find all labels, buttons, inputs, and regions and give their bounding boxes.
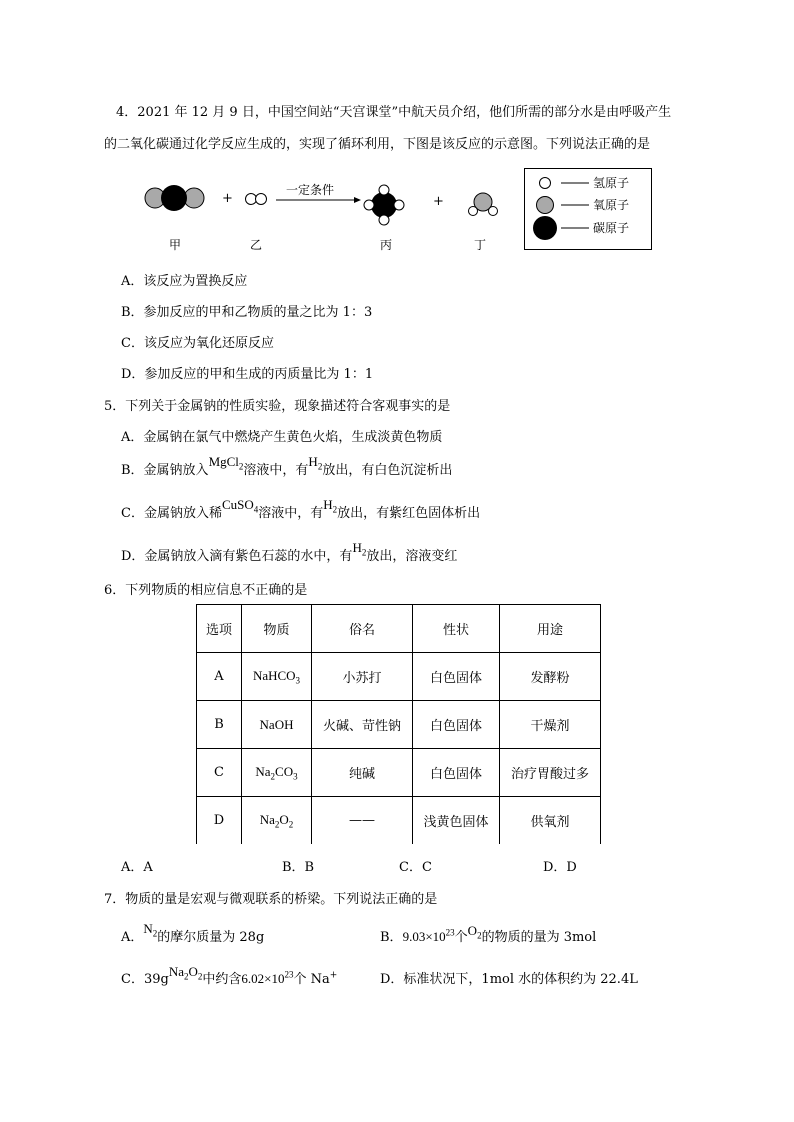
table-row <box>197 749 601 797</box>
cell-appearance: 白色固体 <box>413 749 500 797</box>
cell-usage: 治疗胃酸过多 <box>500 749 601 797</box>
table-row <box>197 797 601 845</box>
table-row <box>197 653 601 701</box>
q7-stem: 7．物质的量是宏观与微观联系的桥梁。下列说法正确的是 <box>104 892 438 907</box>
q7-option-b: B．$9.03\times 10^{23}$个$O_2$的物质的量为 3mol <box>380 923 597 945</box>
q4-stem-line2: 的二氧化碳通过化学反应生成的，实现了循环利用，下图是该反应的示意图。下列说法正确的是 <box>104 137 651 152</box>
cell-substance: $Na_2O_2$ <box>242 797 312 845</box>
cell-substance: NaOH <box>242 701 312 749</box>
atom-legend <box>524 168 652 250</box>
table-header-row <box>197 605 601 653</box>
q6-answer-a: A．A <box>121 860 153 875</box>
cell-appearance: 浅黄色固体 <box>413 797 500 845</box>
plus-sign-1: + <box>222 191 233 206</box>
cell-usage: 供氧剂 <box>500 797 601 845</box>
q4-option-b: B．参加反应的甲和乙物质的量之比为 1：3 <box>121 305 373 320</box>
properties-table <box>196 604 601 844</box>
legend-hydrogen: 氢原子 <box>593 176 630 190</box>
q4-option-a: A．该反应为置换反应 <box>121 274 248 289</box>
molecule-yi <box>246 194 267 205</box>
cell-common-name: 火碱、苛性钠 <box>312 701 413 749</box>
hydrogen-atom-icon <box>540 178 551 189</box>
cell-common-name: —— <box>312 797 413 845</box>
cell-substance: $Na_2CO_3$ <box>242 749 312 797</box>
header-option: 选项 <box>197 605 242 653</box>
plus-sign-2: + <box>433 194 444 209</box>
carbon-atom-icon <box>533 216 557 240</box>
q4-stem-line1: 4．2021 年 12 月 9 日，中国空间站“天宫课堂”中航天员介绍，他们所需的部分水是由呼吸产生 <box>116 105 672 120</box>
cell-option: C <box>197 749 242 797</box>
header-usage: 用途 <box>500 605 601 653</box>
cell-option: B <box>197 701 242 749</box>
q7-option-c: C．$39gNa_2O_2$中约含$6.02\times 10^{23}$个 Na+ <box>121 964 338 987</box>
cell-appearance: 白色固体 <box>413 701 500 749</box>
label-bing: 丙 <box>380 238 393 252</box>
cell-usage: 干燥剂 <box>500 701 601 749</box>
q6-stem: 6．下列物质的相应信息不正确的是 <box>104 583 308 598</box>
table-row <box>197 701 601 749</box>
q6-answer-b: B．B <box>282 860 315 875</box>
q5-option-c: C．金属钠放入稀CuSO$_4$溶液中，有$H_2$放出，有紫红色固体析出 <box>121 497 481 521</box>
molecule-ding <box>469 193 498 216</box>
label-jia: 甲 <box>169 238 182 252</box>
q5-stem: 5．下列关于金属钠的性质实验，现象描述符合客观事实的是 <box>104 399 451 414</box>
q5-option-a: A．金属钠在氯气中燃烧产生黄色火焰，生成淡黄色物质 <box>121 430 443 445</box>
molecule-jia <box>145 185 204 211</box>
q5-option-d: D．金属钠放入滴有紫色石蕊的水中，有$H_2$放出，溶液变红 <box>121 540 458 564</box>
q4-option-d: D．参加反应的甲和生成的丙质量比为 1：1 <box>121 367 374 382</box>
q7-option-a: A．$N_2$的摩尔质量为 28g <box>121 921 265 945</box>
reaction-condition: 一定条件 <box>286 183 335 197</box>
legend-oxygen: 氧原子 <box>593 198 630 212</box>
cell-common-name: 小苏打 <box>312 653 413 701</box>
label-yi: 乙 <box>250 238 263 252</box>
cell-option: D <box>197 797 242 845</box>
cell-appearance: 白色固体 <box>413 653 500 701</box>
cell-option: A <box>197 653 242 701</box>
header-appearance: 性状 <box>413 605 500 653</box>
q6-answer-d: D．D <box>543 860 577 875</box>
header-substance: 物质 <box>242 605 312 653</box>
q5-option-b: B．金属钠放入MgCl$_2$溶液中，有$H_2$放出，有白色沉淀析出 <box>121 454 453 478</box>
molecule-bing <box>364 185 404 225</box>
q6-answer-c: C．C <box>399 860 432 875</box>
label-ding: 丁 <box>474 238 487 252</box>
cell-common-name: 纯碱 <box>312 749 413 797</box>
header-common-name: 俗名 <box>312 605 413 653</box>
q4-option-c: C．该反应为氧化还原反应 <box>121 336 274 351</box>
oxygen-atom-icon <box>537 197 554 214</box>
q7-option-d: D．标准状况下，1mol 水的体积约为 22.4L <box>380 972 638 987</box>
cell-usage: 发酵粉 <box>500 653 601 701</box>
cell-substance: NaHCO$_3$ <box>242 653 312 701</box>
legend-carbon: 碳原子 <box>593 221 630 235</box>
